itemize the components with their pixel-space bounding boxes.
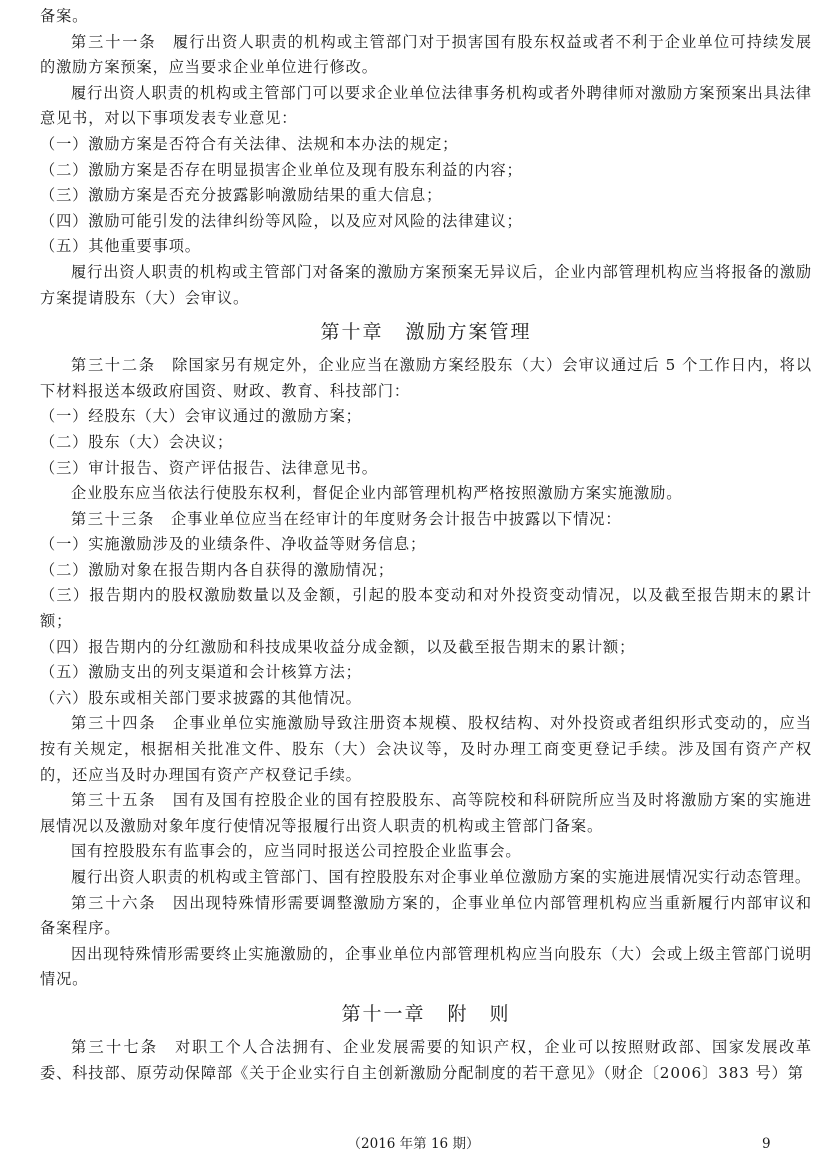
chapter-heading — [40, 999, 812, 1029]
article-number: 第三十七条 — [71, 1037, 159, 1056]
issue-label: （2016 年第 16 期） — [347, 1136, 480, 1152]
list-item: （三）审计报告、资产评估报告、法律意见书。 — [40, 458, 378, 477]
article-paragraph — [40, 1035, 812, 1086]
article-number: 第三十一条 — [71, 32, 157, 51]
article-paragraph — [40, 353, 812, 404]
article-text: 因出现特殊情形需要调整激励方案的，企事业单位内部管理机构应当重新履行内部审议和备案程序。 — [40, 893, 813, 938]
list-item: （五）其他重要事项。 — [40, 237, 201, 256]
paragraph: 企业股东应当依法行使股东权利，督促企业内部管理机构严格按照激励方案实施激励。 — [71, 484, 683, 503]
paragraph: 国有控股股东有监事会的，应当同时报送公司控股企业监事会。 — [71, 842, 522, 861]
chapter-number: 第十章 — [320, 321, 384, 344]
article-text: 履行出资人职责的机构或主管部门对于损害国有股东权益或者不利于企业单位可持续发展的激励方案预案，应当要求企业单位进行修改。 — [40, 32, 813, 77]
article-number: 第三十二条 — [71, 356, 156, 375]
article-text: 对职工个人合法拥有、企业发展需要的知识产权，企业可以按照财政部、国家发展改革委、科技部、原劳动保障部《关于企业实行自主创新激励分配制度的若干意见》（财企〔2006〕383 号）第 — [40, 1037, 813, 1082]
list-item: （五）激励支出的列支渠道和会计核算方法； — [40, 663, 362, 682]
list-item: （一）经股东（大）会审议通过的激励方案； — [40, 407, 362, 426]
article-paragraph — [40, 30, 812, 81]
list-item: （二）激励方案是否存在明显损害企业单位及现有股东利益的内容； — [40, 160, 523, 179]
document-body — [40, 4, 812, 1086]
list-item: （四）报告期内的分红激励和科技成果收益分成金额，以及截至报告期末的累计额； — [40, 637, 636, 656]
chapter-title: 激励方案管理 — [405, 321, 532, 344]
paragraph: 因出现特殊情形需要终止实施激励的，企事业单位内部管理机构应当向股东（大）会或上级主管部门说明情况。 — [40, 944, 812, 989]
list-item: （六）股东或相关部门要求披露的其他情况。 — [40, 688, 362, 707]
chapter-number: 第十一章 — [341, 1002, 426, 1025]
paragraph: 备案。 — [40, 7, 89, 25]
list-item: （三）激励方案是否充分披露影响激励结果的重大信息； — [40, 186, 443, 205]
article-text: 除国家另有规定外，企业应当在激励方案经股东（大）会审议通过后 5 个工作日内，将以下材料报送本级政府国资、财政、教育、科技部门： — [40, 356, 813, 400]
article-paragraph — [40, 891, 812, 942]
list-item: （一）激励方案是否符合有关法律、法规和本办法的规定； — [40, 134, 459, 153]
paragraph: 履行出资人职责的机构或主管部门对备案的激励方案预案无异议后，企业内部管理机构应当将报备的激励方案提请股东（大）会审议。 — [40, 262, 812, 307]
paragraph: 履行出资人职责的机构或主管部门、国有控股股东对企事业单位激励方案的实施进展情况实行动态管理。 — [71, 868, 812, 886]
chapter-heading — [40, 317, 812, 347]
article-number: 第三十三条 — [71, 509, 155, 528]
article-number: 第三十四条 — [71, 714, 157, 733]
article-number: 第三十五条 — [71, 791, 157, 810]
article-paragraph — [40, 788, 812, 839]
article-text: 国有及国有控股企业的国有控股股东、高等院校和科研院所应当及时将激励方案的实施进展情况以及激励对象年度行使情况等报履行出资人职责的机构或主管部门备案。 — [40, 791, 813, 835]
list-item: （二）激励对象在报告期内各自获得的激励情况； — [40, 560, 394, 579]
article-text: 企事业单位应当在经审计的年度财务会计报告中披露以下情况： — [171, 509, 622, 528]
list-item: （一）实施激励涉及的业绩条件、净收益等财务信息； — [40, 535, 427, 554]
paragraph: 履行出资人职责的机构或主管部门可以要求企业单位法律事务机构或者外聘律师对激励方案预案出具法律意见书，对以下事项发表专业意见： — [40, 83, 812, 128]
article-text: 企事业单位实施激励导致注册资本规模、股权结构、对外投资或者组织形式变动的，应当按有关规定，根据相关批准文件、股东（大）会决议等，及时办理工商变更登记手续。涉及国有资产产权的，还应当及时办理国有资产产权登记手续。 — [40, 714, 813, 784]
article-paragraph — [40, 507, 812, 533]
page-number: 9 — [762, 1136, 771, 1152]
list-item: （四）激励可能引发的法律纠纷等风险，以及应对风险的法律建议； — [40, 211, 523, 230]
article-paragraph — [40, 711, 812, 788]
article-number: 第三十六条 — [71, 893, 157, 912]
chapter-title: 附 则 — [447, 1002, 511, 1025]
list-item: （三）报告期内的股权激励数量以及金额，引起的股本变动和对外投资变动情况，以及截至报告期末的累计额； — [40, 586, 812, 631]
list-item: （二）股东（大）会决议； — [40, 432, 234, 451]
